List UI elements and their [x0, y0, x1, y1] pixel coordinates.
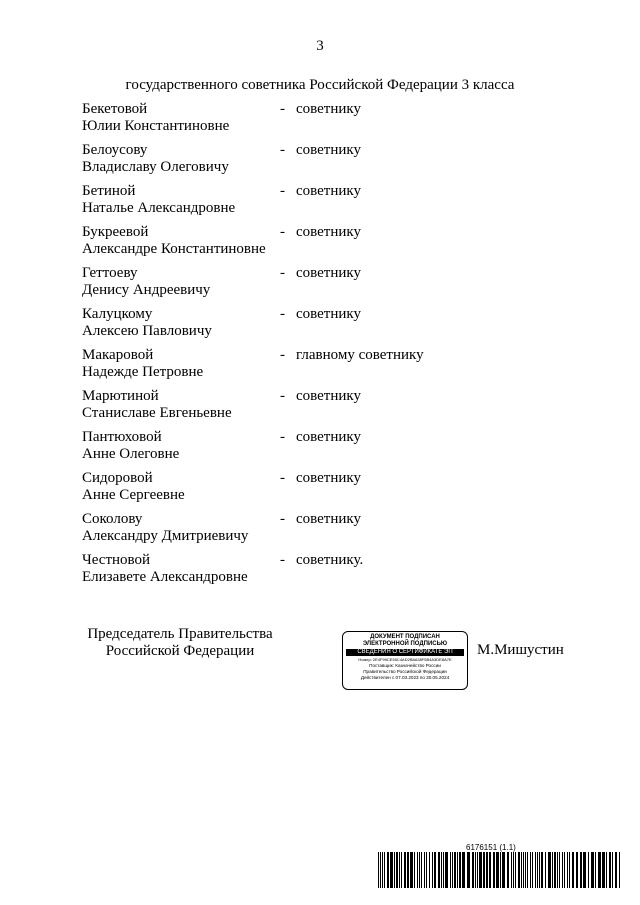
dash: - [280, 265, 285, 281]
document-code: 6176151 (1.1) [466, 843, 516, 852]
signer-title-line-2: Российской Федерации [105, 643, 255, 659]
stamp-serial: Номер: 2E4F99CE55C4AD2B8A38F5B4A3DE8A7E [358, 657, 452, 662]
position: советнику [296, 142, 361, 158]
given-name: Алексею Павловичу [82, 323, 212, 339]
dash: - [280, 388, 285, 404]
list-item [82, 552, 562, 593]
e-signature-stamp [342, 631, 468, 690]
dash: - [280, 470, 285, 486]
list-item [82, 511, 562, 552]
dash: - [280, 511, 285, 527]
appointee-list [82, 101, 562, 593]
stamp-issuer-1: Поставщик: Казначейство России [369, 663, 441, 668]
dash: - [280, 183, 285, 199]
list-item [82, 183, 562, 224]
given-name: Анне Олеговне [82, 446, 180, 462]
given-name: Александру Дмитриевичу [82, 528, 249, 544]
dash: - [280, 101, 285, 117]
signer-title [78, 626, 282, 660]
list-item [82, 224, 562, 265]
list-item [82, 470, 562, 511]
list-item [82, 388, 562, 429]
list-item [82, 347, 562, 388]
stamp-issuer-2: Правительство Российской Федерации [363, 669, 447, 674]
given-name: Наталье Александровне [82, 200, 236, 216]
given-name: Елизавете Александровне [82, 569, 248, 585]
stamp-line-2: ЭЛЕКТРОННОЙ ПОДПИСЬЮ [362, 641, 448, 647]
position: советнику [296, 265, 361, 281]
given-name: Денису Андреевичу [82, 282, 211, 298]
position: советнику [296, 429, 361, 445]
surname: Белоусову [82, 142, 148, 158]
list-item [82, 142, 562, 183]
given-name: Александре Константиновне [82, 241, 266, 257]
position: советнику [296, 511, 361, 527]
position: советнику [296, 306, 361, 322]
position: советнику [296, 224, 361, 240]
given-name: Анне Сергеевне [82, 487, 185, 503]
signer-name: М.Мишустин [477, 642, 564, 658]
surname: Макаровой [82, 347, 154, 363]
surname: Честновой [82, 552, 151, 568]
stamp-line-1: ДОКУМЕНТ ПОДПИСАН [370, 634, 440, 640]
list-item [82, 265, 562, 306]
given-name: Юлии Константиновне [82, 118, 230, 134]
barcode [378, 852, 620, 888]
surname: Калуцкому [82, 306, 153, 322]
dash: - [280, 552, 285, 568]
given-name: Станиславе Евгеньевне [82, 405, 232, 421]
surname: Пантюховой [82, 429, 162, 445]
list-item [82, 429, 562, 470]
surname: Сидоровой [82, 470, 153, 486]
given-name: Надежде Петровне [82, 364, 204, 380]
stamp-certificate-band: СВЕДЕНИЯ О СЕРТИФИКАТЕ ЭП [346, 649, 464, 656]
position: советнику [296, 470, 361, 486]
list-item [82, 101, 562, 142]
position: советнику [296, 388, 361, 404]
position: советнику [296, 183, 361, 199]
page-number: 3 [316, 38, 324, 54]
list-item [82, 306, 562, 347]
surname: Марютиной [82, 388, 159, 404]
surname: Букреевой [82, 224, 149, 240]
surname: Геттоеву [82, 265, 138, 281]
dash: - [280, 224, 285, 240]
position: советнику [296, 101, 361, 117]
given-name: Владиславу Олеговичу [82, 159, 229, 175]
dash: - [280, 306, 285, 322]
dash: - [280, 429, 285, 445]
stamp-validity: Действителен с 07.03.2023 по 30.05.2024 [360, 675, 450, 680]
surname: Бекетовой [82, 101, 148, 117]
surname: Соколову [82, 511, 143, 527]
dash: - [280, 347, 285, 363]
rank-heading: государственного советника Российской Федерации 3 класса [125, 77, 515, 93]
position: советнику. [296, 552, 364, 568]
dash: - [280, 142, 285, 158]
surname: Бетиной [82, 183, 136, 199]
position: главному советнику [296, 347, 424, 363]
signer-title-line-1: Председатель Правительства [87, 626, 273, 642]
